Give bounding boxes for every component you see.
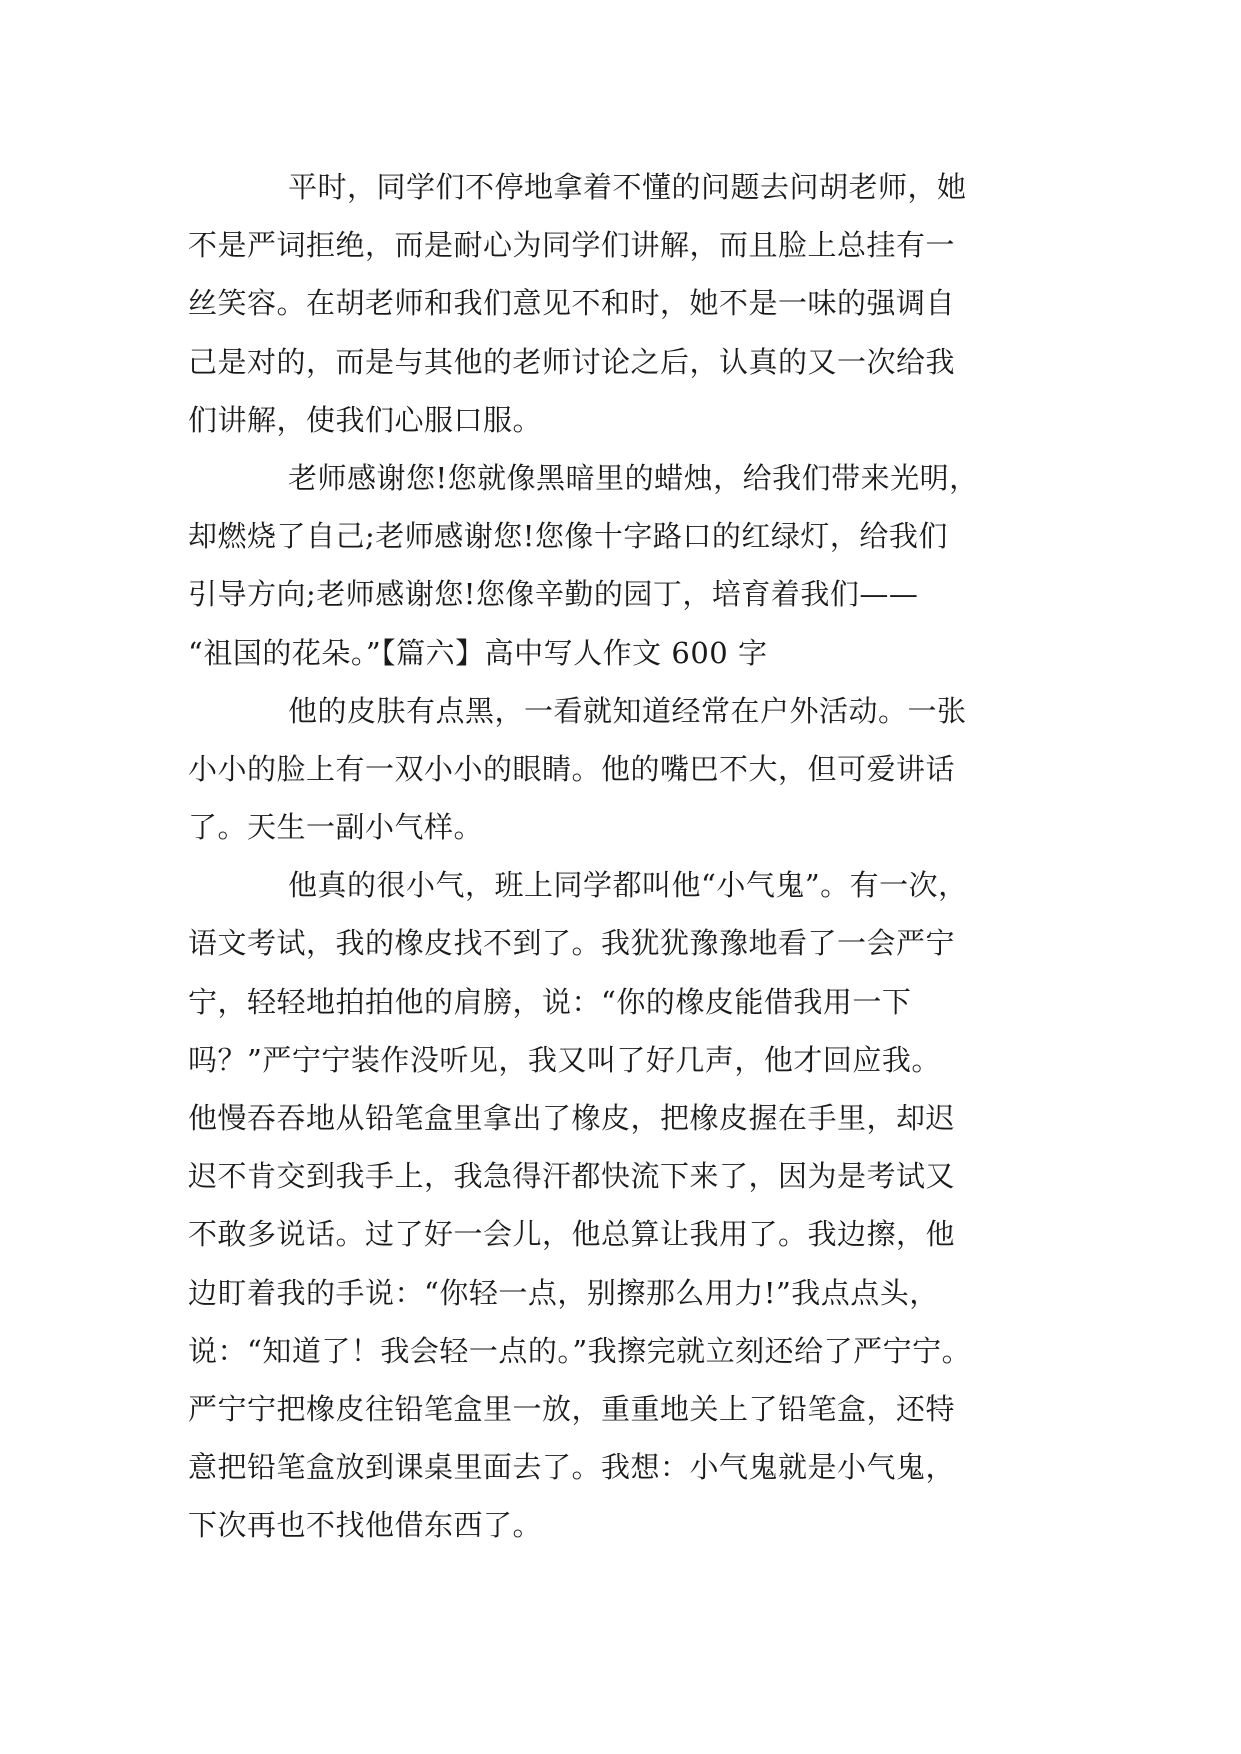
paragraph-line: 小小的脸上有一双小小的眼睛。他的嘴巴不大，但可爱讲话 [188,751,956,786]
paragraph-line: 意把铅笔盒放到课桌里面去了。我想：小气鬼就是小气鬼， [188,1450,956,1485]
paragraph-line: 宁，轻轻地拍拍他的肩膀，说：“你的橡皮能借我用一下 [188,984,912,1019]
paragraph-line: 他的皮肤有点黑，一看就知道经常在户外活动。一张 [288,693,967,728]
paragraph-line: 他真的很小气，班上同学都叫他“小气鬼”。有一次， [288,868,968,903]
paragraph-line: 老师感谢您!您就像黑暗里的蜡烛，给我们带来光明， [288,460,979,495]
paragraph-line: 语文考试，我的橡皮找不到了。我犹犹豫豫地看了一会严宁 [188,926,956,961]
paragraph-line: 边盯着我的手说：“你轻一点，别擦那么用力!”我点点头， [188,1275,939,1310]
paragraph-line: 了。天生一副小气样。 [188,810,484,845]
paragraph-line: 却燃烧了自己;老师感谢您!您像十字路口的红绿灯，给我们 [188,519,948,554]
paragraph-line: 们讲解，使我们心服口服。 [188,402,543,437]
paragraph-line: 严宁宁把橡皮往铅笔盒里一放，重重地关上了铅笔盒，还特 [188,1391,956,1426]
paragraph-line: 引导方向;老师感谢您!您像辛勤的园丁，培育着我们—— [188,577,919,612]
paragraph-line: 迟不肯交到我手上，我急得汗都快流下来了，因为是考试又 [188,1159,956,1194]
paragraph-line: “祖国的花朵。”【篇六】高中写人作文 600 字 [188,635,768,670]
paragraph-line: 说：“知道了！我会轻一点的。”我擦完就立刻还给了严宁宁。 [188,1333,972,1368]
paragraph-line: 丝笑容。在胡老师和我们意见不和时，她不是一味的强调自 [188,286,956,321]
paragraph-line: 下次再也不找他借东西了。 [188,1508,543,1543]
paragraph-line: 不是严词拒绝，而是耐心为同学们讲解，而且脸上总挂有一 [188,228,956,263]
paragraph-line: 不敢多说话。过了好一会儿，他总算让我用了。我边擦，他 [188,1217,956,1252]
paragraph-line: 吗？”严宁宁装作没听见，我又叫了好几声，他才回应我。 [188,1042,941,1077]
paragraph-line: 平时，同学们不停地拿着不懂的问题去问胡老师，她 [288,170,967,204]
document-body [188,158,1058,1555]
paragraph-line: 己是对的，而是与其他的老师讨论之后，认真的又一次给我 [188,344,956,379]
paragraph-line: 他慢吞吞地从铅笔盒里拿出了橡皮，把橡皮握在手里，却迟 [188,1101,956,1135]
